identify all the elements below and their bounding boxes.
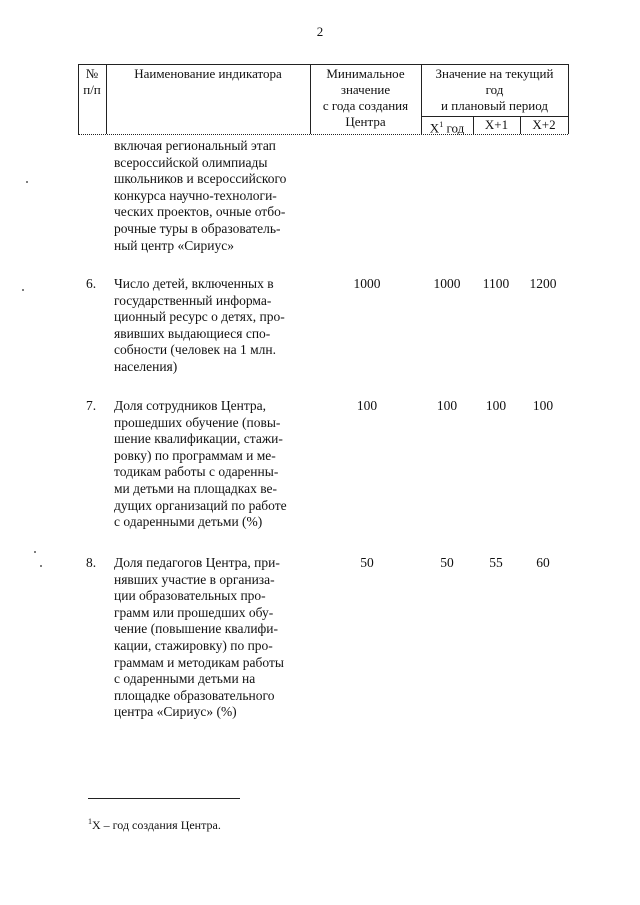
text-line: центра «Сириус» (%) — [114, 704, 237, 720]
header-year-x-footnote-marker: 1 — [439, 120, 444, 129]
text-line: собности (человек на 1 млн. — [114, 342, 276, 358]
header-number — [78, 66, 106, 98]
text-line: дущих организаций по работе — [114, 497, 287, 513]
scan-speck — [34, 551, 36, 553]
row-number: 6. — [86, 276, 97, 291]
value-x: 1000 — [433, 276, 461, 291]
scan-speck — [40, 565, 42, 567]
text-line: Доля педагогов Центра, при- — [114, 555, 280, 570]
text-line: рочные туры в образователь- — [114, 220, 281, 236]
text-line: ми детьми на площадках ве- — [114, 480, 278, 496]
indicator-name — [114, 276, 306, 376]
header-plan-line: год — [485, 82, 504, 97]
footnote-separator — [88, 798, 240, 799]
text-line: включая региональный этап — [114, 138, 276, 153]
text-line: конкурса научно-технологи- — [114, 187, 277, 203]
text-line: Число детей, включенных в — [114, 276, 274, 291]
text-line: ции образовательных про- — [114, 588, 266, 604]
min-value: 1000 — [353, 276, 381, 291]
value-x: 50 — [440, 555, 454, 570]
header-min-line: значение — [340, 82, 391, 97]
text-line: кации, стажировку) по про- — [114, 637, 273, 653]
text-line: ровку) по программам и ме- — [114, 447, 276, 463]
page-number: 2 — [316, 24, 324, 39]
text-line: грамм или прошедших обу- — [114, 604, 274, 620]
value-x1: 100 — [485, 398, 507, 413]
header-year-x — [421, 117, 473, 136]
text-line: ческих проектов, очные отбо- — [114, 204, 286, 220]
text-line: государственный информа- — [114, 292, 272, 308]
text-line: с одаренными детьми (%) — [114, 514, 263, 530]
text-line: тодикам работы с одаренны- — [114, 464, 279, 480]
min-value: 100 — [356, 398, 378, 413]
indicator-name — [114, 398, 306, 531]
value-x: 100 — [436, 398, 458, 413]
text-line: площадке образовательного — [114, 687, 275, 703]
header-min-line: Центра — [345, 114, 386, 129]
text-line: граммам и методикам работы — [114, 654, 284, 670]
text-line: Доля сотрудников Центра, — [114, 398, 267, 413]
text-line: всероссийской олимпиады — [114, 154, 268, 170]
scan-speck — [26, 181, 28, 183]
text-line: чение (повышение квалифи- — [114, 621, 279, 637]
header-current-plan — [421, 66, 568, 114]
value-x2: 1200 — [529, 276, 557, 291]
row-number: 7. — [86, 398, 97, 413]
header-number-line: п/п — [83, 82, 101, 97]
header-plan-line: и плановый период — [441, 98, 548, 113]
footnote — [88, 817, 221, 833]
value-x2: 60 — [536, 555, 550, 570]
header-min-line: Минимальное — [326, 66, 405, 81]
footnote-marker: 1 — [88, 817, 92, 826]
min-value: 50 — [360, 555, 374, 570]
header-min-line: с года создания — [322, 98, 409, 113]
text-line: прошедших обучение (повы- — [114, 414, 281, 430]
value-x1: 55 — [489, 555, 503, 570]
header-year-x1: X+1 — [484, 117, 509, 132]
text-line: нявших участие в организа- — [114, 571, 275, 587]
text-line: ционный ресурс о детях, про- — [114, 309, 285, 325]
scan-speck — [22, 289, 24, 291]
header-year-x-letter: X — [429, 120, 440, 136]
text-line: явивших выдающиеся спо- — [114, 325, 271, 341]
header-plan-line: Значение на текущий — [435, 66, 554, 81]
header-year-x-suffix: год — [443, 120, 465, 136]
value-x1: 1100 — [482, 276, 510, 291]
text-line: населения) — [114, 358, 178, 374]
continuation-text — [114, 138, 306, 254]
header-min-value — [310, 66, 421, 130]
header-number-line: № — [85, 66, 99, 81]
text-line: с одаренными детьми на — [114, 671, 256, 687]
header-indicator: Наименование индикатора — [134, 66, 282, 81]
text-line: школьников и всероссийского — [114, 171, 287, 187]
value-x2: 100 — [532, 398, 554, 413]
row-number: 8. — [86, 555, 97, 570]
text-line: ный центр «Сириус» — [114, 237, 234, 253]
header-year-x2: X+2 — [532, 117, 556, 132]
indicator-name — [114, 555, 306, 721]
footnote-text: X – год создания Центра. — [92, 818, 221, 832]
table-header — [78, 64, 568, 134]
text-line: шение квалификации, стажи- — [114, 431, 283, 447]
